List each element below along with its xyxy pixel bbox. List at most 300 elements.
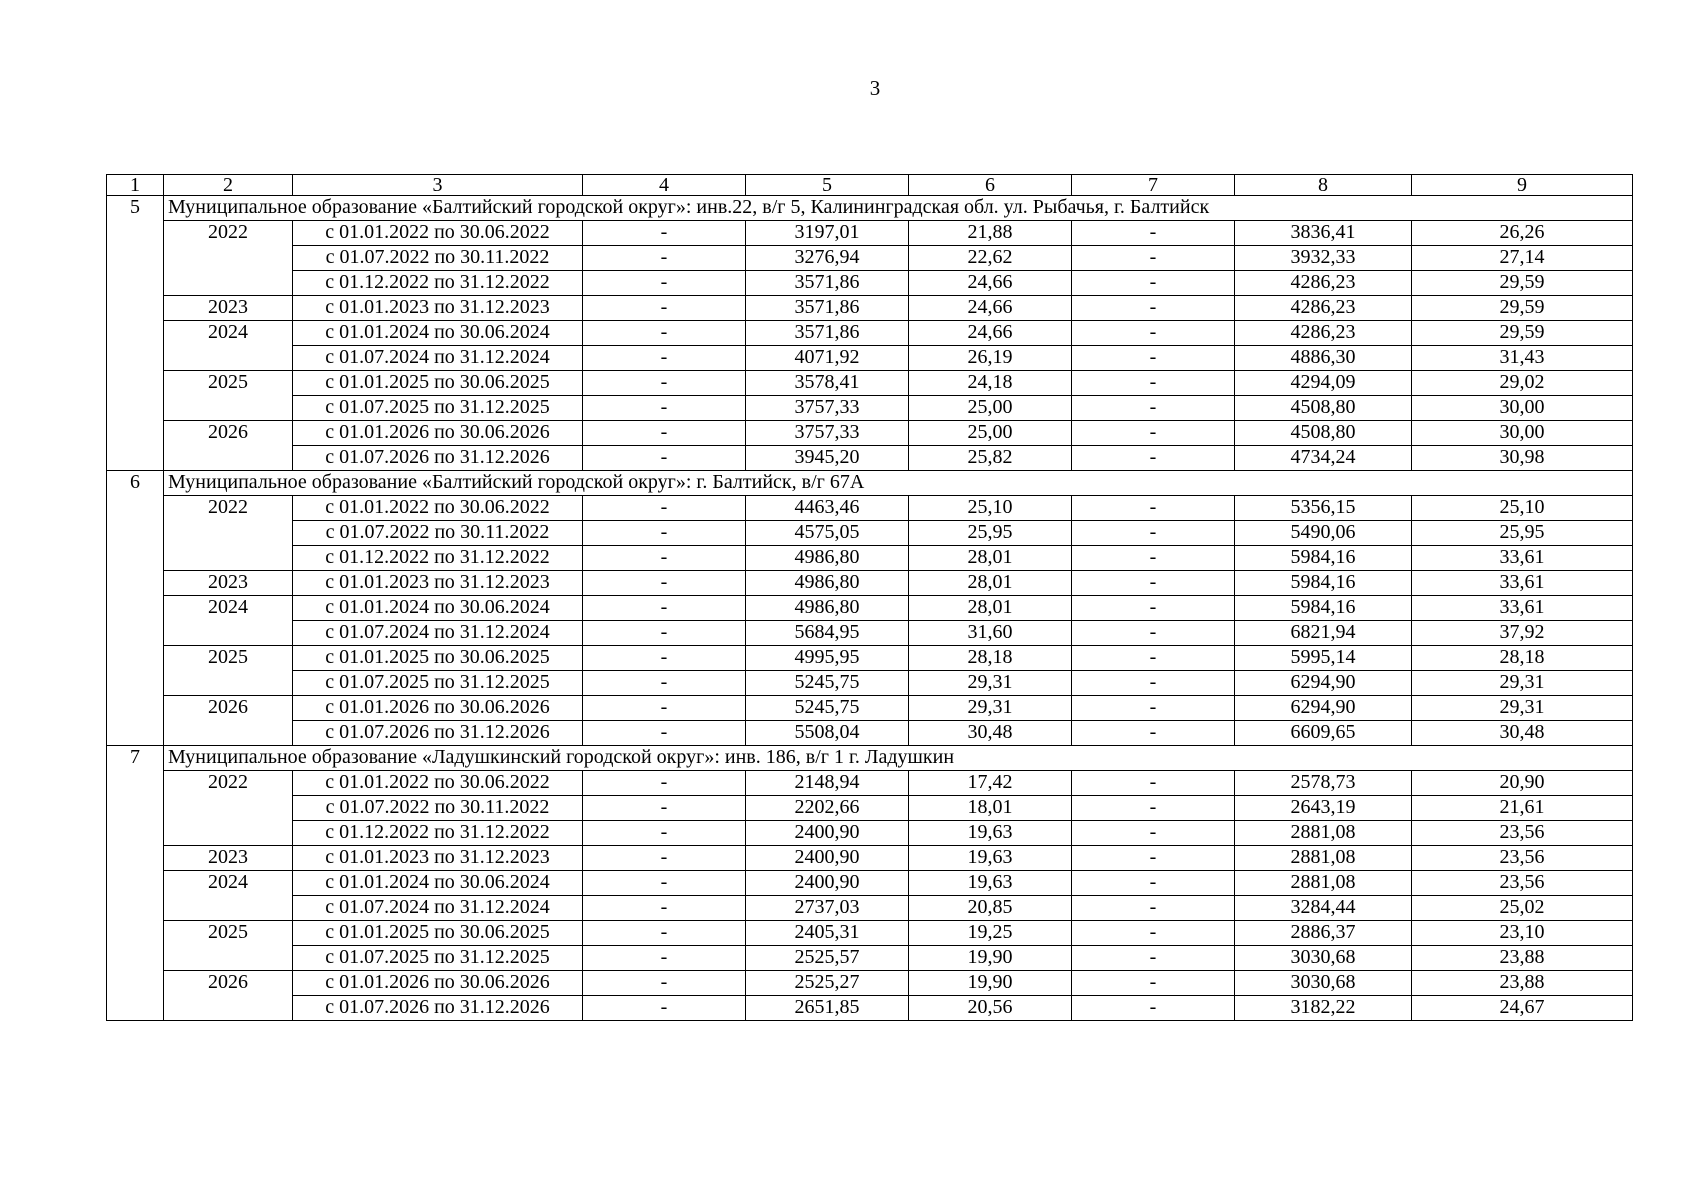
value-cell-col4: - — [583, 896, 746, 921]
period-cell: с 01.01.2022 по 30.06.2022 — [293, 771, 583, 796]
header-cell: 3 — [293, 175, 583, 196]
year-cell — [164, 721, 293, 746]
year-cell: 2026 — [164, 421, 293, 446]
value-cell-col4: - — [583, 271, 746, 296]
value-cell-col6: 26,19 — [909, 346, 1072, 371]
section-title-row — [107, 196, 1633, 221]
value-cell-col6: 24,66 — [909, 271, 1072, 296]
value-cell-col9: 26,26 — [1412, 221, 1633, 246]
value-cell-col7: - — [1072, 871, 1235, 896]
section-number-spacer — [107, 221, 164, 246]
period-cell: с 01.07.2025 по 31.12.2025 — [293, 946, 583, 971]
period-cell: с 01.12.2022 по 31.12.2022 — [293, 821, 583, 846]
table-row — [107, 621, 1633, 646]
year-cell: 2022 — [164, 771, 293, 796]
value-cell-col5: 4986,80 — [746, 596, 909, 621]
value-cell-col4: - — [583, 696, 746, 721]
table-row — [107, 221, 1633, 246]
section-title: Муниципальное образование «Ладушкинский городской округ»: инв. 186, в/г 1 г. Ладушкин — [164, 746, 1633, 771]
value-cell-col8: 3182,22 — [1235, 996, 1412, 1021]
value-cell-col4: - — [583, 771, 746, 796]
value-cell-col6: 31,60 — [909, 621, 1072, 646]
value-cell-col4: - — [583, 796, 746, 821]
period-cell: с 01.07.2026 по 31.12.2026 — [293, 446, 583, 471]
value-cell-col5: 2148,94 — [746, 771, 909, 796]
period-cell: с 01.07.2025 по 31.12.2025 — [293, 671, 583, 696]
value-cell-col5: 2405,31 — [746, 921, 909, 946]
value-cell-col7: - — [1072, 996, 1235, 1021]
value-cell-col8: 2578,73 — [1235, 771, 1412, 796]
value-cell-col5: 2651,85 — [746, 996, 909, 1021]
value-cell-col6: 28,01 — [909, 596, 1072, 621]
period-cell: с 01.01.2026 по 30.06.2026 — [293, 971, 583, 996]
value-cell-col6: 18,01 — [909, 796, 1072, 821]
value-cell-col6: 28,01 — [909, 571, 1072, 596]
value-cell-col8: 4508,80 — [1235, 421, 1412, 446]
value-cell-col6: 21,88 — [909, 221, 1072, 246]
value-cell-col5: 5245,75 — [746, 696, 909, 721]
value-cell-col9: 25,02 — [1412, 896, 1633, 921]
tariff-table — [106, 174, 1633, 1021]
value-cell-col6: 30,48 — [909, 721, 1072, 746]
section-number-spacer — [107, 771, 164, 796]
value-cell-col4: - — [583, 571, 746, 596]
value-cell-col6: 25,00 — [909, 396, 1072, 421]
section-number-spacer — [107, 846, 164, 871]
value-cell-col7: - — [1072, 646, 1235, 671]
value-cell-col6: 28,01 — [909, 546, 1072, 571]
value-cell-col6: 25,95 — [909, 521, 1072, 546]
value-cell-col5: 5508,04 — [746, 721, 909, 746]
year-cell — [164, 671, 293, 696]
year-cell — [164, 346, 293, 371]
value-cell-col8: 4286,23 — [1235, 321, 1412, 346]
section-number-spacer — [107, 396, 164, 421]
section-number-spacer — [107, 821, 164, 846]
value-cell-col6: 24,66 — [909, 296, 1072, 321]
period-cell: с 01.01.2024 по 30.06.2024 — [293, 321, 583, 346]
year-cell — [164, 996, 293, 1021]
value-cell-col4: - — [583, 996, 746, 1021]
value-cell-col9: 21,61 — [1412, 796, 1633, 821]
value-cell-col7: - — [1072, 771, 1235, 796]
value-cell-col5: 2525,57 — [746, 946, 909, 971]
value-cell-col6: 25,00 — [909, 421, 1072, 446]
year-cell: 2022 — [164, 221, 293, 246]
value-cell-col8: 3932,33 — [1235, 246, 1412, 271]
value-cell-col8: 2886,37 — [1235, 921, 1412, 946]
period-cell: с 01.07.2026 по 31.12.2026 — [293, 996, 583, 1021]
value-cell-col8: 2881,08 — [1235, 871, 1412, 896]
value-cell-col5: 4995,95 — [746, 646, 909, 671]
section-number-spacer — [107, 571, 164, 596]
period-cell: с 01.01.2025 по 30.06.2025 — [293, 646, 583, 671]
table-row — [107, 671, 1633, 696]
value-cell-col5: 4575,05 — [746, 521, 909, 546]
value-cell-col7: - — [1072, 696, 1235, 721]
period-cell: с 01.01.2026 по 30.06.2026 — [293, 696, 583, 721]
value-cell-col5: 4071,92 — [746, 346, 909, 371]
period-cell: с 01.07.2025 по 31.12.2025 — [293, 396, 583, 421]
value-cell-col7: - — [1072, 896, 1235, 921]
value-cell-col9: 37,92 — [1412, 621, 1633, 646]
header-cell: 5 — [746, 175, 909, 196]
period-cell: с 01.07.2022 по 30.11.2022 — [293, 796, 583, 821]
value-cell-col4: - — [583, 496, 746, 521]
year-cell — [164, 621, 293, 646]
value-cell-col8: 5984,16 — [1235, 596, 1412, 621]
period-cell: с 01.01.2024 по 30.06.2024 — [293, 871, 583, 896]
period-cell: с 01.07.2024 по 31.12.2024 — [293, 346, 583, 371]
header-cell: 2 — [164, 175, 293, 196]
year-cell: 2026 — [164, 696, 293, 721]
table-row — [107, 921, 1633, 946]
value-cell-col8: 4886,30 — [1235, 346, 1412, 371]
value-cell-col4: - — [583, 421, 746, 446]
table-row — [107, 996, 1633, 1021]
header-cell: 1 — [107, 175, 164, 196]
section-title: Муниципальное образование «Балтийский городской округ»: инв.22, в/г 5, Калининградская обл. ул. Рыбачья, г. Балтийск — [164, 196, 1633, 221]
table-row — [107, 846, 1633, 871]
value-cell-col5: 3757,33 — [746, 396, 909, 421]
table-row — [107, 346, 1633, 371]
value-cell-col4: - — [583, 221, 746, 246]
section-number: 7 — [107, 746, 164, 771]
section-number-spacer — [107, 546, 164, 571]
section-number-spacer — [107, 921, 164, 946]
value-cell-col8: 5984,16 — [1235, 546, 1412, 571]
tariff-table-body — [107, 175, 1633, 1021]
value-cell-col6: 24,66 — [909, 321, 1072, 346]
value-cell-col7: - — [1072, 946, 1235, 971]
value-cell-col6: 29,31 — [909, 671, 1072, 696]
table-row — [107, 821, 1633, 846]
value-cell-col8: 5356,15 — [1235, 496, 1412, 521]
value-cell-col7: - — [1072, 446, 1235, 471]
year-cell: 2025 — [164, 921, 293, 946]
section-number-spacer — [107, 321, 164, 346]
value-cell-col4: - — [583, 946, 746, 971]
table-row — [107, 421, 1633, 446]
year-cell — [164, 521, 293, 546]
value-cell-col9: 23,56 — [1412, 821, 1633, 846]
value-cell-col4: - — [583, 346, 746, 371]
value-cell-col7: - — [1072, 521, 1235, 546]
value-cell-col5: 5684,95 — [746, 621, 909, 646]
value-cell-col6: 24,18 — [909, 371, 1072, 396]
value-cell-col6: 25,10 — [909, 496, 1072, 521]
value-cell-col8: 3030,68 — [1235, 946, 1412, 971]
section-number-spacer — [107, 596, 164, 621]
value-cell-col4: - — [583, 846, 746, 871]
year-cell: 2026 — [164, 971, 293, 996]
value-cell-col9: 25,95 — [1412, 521, 1633, 546]
table-row — [107, 696, 1633, 721]
value-cell-col4: - — [583, 596, 746, 621]
period-cell: с 01.07.2024 по 31.12.2024 — [293, 621, 583, 646]
section-number-spacer — [107, 346, 164, 371]
value-cell-col7: - — [1072, 271, 1235, 296]
section-number-spacer — [107, 296, 164, 321]
section-number-spacer — [107, 496, 164, 521]
value-cell-col4: - — [583, 521, 746, 546]
value-cell-col9: 29,31 — [1412, 671, 1633, 696]
value-cell-col9: 31,43 — [1412, 346, 1633, 371]
section-number-spacer — [107, 446, 164, 471]
value-cell-col4: - — [583, 246, 746, 271]
table-row — [107, 296, 1633, 321]
table-row — [107, 271, 1633, 296]
value-cell-col8: 5984,16 — [1235, 571, 1412, 596]
value-cell-col9: 23,88 — [1412, 946, 1633, 971]
value-cell-col9: 27,14 — [1412, 246, 1633, 271]
value-cell-col7: - — [1072, 921, 1235, 946]
value-cell-col8: 6294,90 — [1235, 696, 1412, 721]
value-cell-col5: 3197,01 — [746, 221, 909, 246]
table-row — [107, 521, 1633, 546]
year-cell — [164, 896, 293, 921]
value-cell-col6: 20,85 — [909, 896, 1072, 921]
section-number-spacer — [107, 696, 164, 721]
section-number-spacer — [107, 521, 164, 546]
section-number: 5 — [107, 196, 164, 221]
section-title-row — [107, 746, 1633, 771]
value-cell-col7: - — [1072, 421, 1235, 446]
value-cell-col7: - — [1072, 821, 1235, 846]
value-cell-col7: - — [1072, 796, 1235, 821]
value-cell-col8: 4294,09 — [1235, 371, 1412, 396]
year-cell — [164, 246, 293, 271]
value-cell-col9: 29,59 — [1412, 321, 1633, 346]
header-cell: 6 — [909, 175, 1072, 196]
value-cell-col6: 22,62 — [909, 246, 1072, 271]
value-cell-col8: 3030,68 — [1235, 971, 1412, 996]
value-cell-col5: 3571,86 — [746, 271, 909, 296]
value-cell-col9: 23,88 — [1412, 971, 1633, 996]
value-cell-col8: 2881,08 — [1235, 846, 1412, 871]
value-cell-col8: 6609,65 — [1235, 721, 1412, 746]
value-cell-col7: - — [1072, 846, 1235, 871]
value-cell-col9: 23,56 — [1412, 871, 1633, 896]
section-number-spacer — [107, 371, 164, 396]
value-cell-col9: 20,90 — [1412, 771, 1633, 796]
value-cell-col5: 2737,03 — [746, 896, 909, 921]
value-cell-col7: - — [1072, 496, 1235, 521]
value-cell-col5: 4986,80 — [746, 571, 909, 596]
value-cell-col5: 5245,75 — [746, 671, 909, 696]
period-cell: с 01.01.2023 по 31.12.2023 — [293, 571, 583, 596]
section-number-spacer — [107, 796, 164, 821]
value-cell-col4: - — [583, 621, 746, 646]
value-cell-col7: - — [1072, 571, 1235, 596]
year-cell: 2023 — [164, 296, 293, 321]
year-cell — [164, 271, 293, 296]
value-cell-col8: 2643,19 — [1235, 796, 1412, 821]
table-row — [107, 721, 1633, 746]
value-cell-col8: 4286,23 — [1235, 296, 1412, 321]
table-row — [107, 796, 1633, 821]
year-cell — [164, 396, 293, 421]
table-row — [107, 871, 1633, 896]
section-number-spacer — [107, 946, 164, 971]
value-cell-col5: 3757,33 — [746, 421, 909, 446]
value-cell-col4: - — [583, 646, 746, 671]
table-row — [107, 546, 1633, 571]
value-cell-col6: 19,63 — [909, 821, 1072, 846]
period-cell: с 01.01.2026 по 30.06.2026 — [293, 421, 583, 446]
year-cell: 2024 — [164, 871, 293, 896]
value-cell-col9: 25,10 — [1412, 496, 1633, 521]
value-cell-col5: 2202,66 — [746, 796, 909, 821]
table-row — [107, 946, 1633, 971]
value-cell-col4: - — [583, 671, 746, 696]
value-cell-col4: - — [583, 971, 746, 996]
value-cell-col5: 4986,80 — [746, 546, 909, 571]
value-cell-col5: 3571,86 — [746, 321, 909, 346]
period-cell: с 01.07.2024 по 31.12.2024 — [293, 896, 583, 921]
section-number-spacer — [107, 721, 164, 746]
period-cell: с 01.01.2025 по 30.06.2025 — [293, 371, 583, 396]
year-cell: 2025 — [164, 371, 293, 396]
period-cell: с 01.12.2022 по 31.12.2022 — [293, 271, 583, 296]
section-number-spacer — [107, 896, 164, 921]
value-cell-col9: 33,61 — [1412, 596, 1633, 621]
value-cell-col4: - — [583, 296, 746, 321]
period-cell: с 01.07.2026 по 31.12.2026 — [293, 721, 583, 746]
value-cell-col8: 4734,24 — [1235, 446, 1412, 471]
value-cell-col9: 29,02 — [1412, 371, 1633, 396]
value-cell-col5: 2525,27 — [746, 971, 909, 996]
value-cell-col5: 3945,20 — [746, 446, 909, 471]
value-cell-col9: 23,56 — [1412, 846, 1633, 871]
value-cell-col4: - — [583, 871, 746, 896]
period-cell: с 01.01.2025 по 30.06.2025 — [293, 921, 583, 946]
value-cell-col4: - — [583, 446, 746, 471]
value-cell-col9: 33,61 — [1412, 546, 1633, 571]
table-row — [107, 571, 1633, 596]
value-cell-col7: - — [1072, 371, 1235, 396]
value-cell-col5: 2400,90 — [746, 871, 909, 896]
value-cell-col6: 19,63 — [909, 846, 1072, 871]
value-cell-col9: 28,18 — [1412, 646, 1633, 671]
value-cell-col7: - — [1072, 546, 1235, 571]
value-cell-col8: 5995,14 — [1235, 646, 1412, 671]
table-row — [107, 396, 1633, 421]
value-cell-col8: 3284,44 — [1235, 896, 1412, 921]
table-row — [107, 321, 1633, 346]
value-cell-col5: 3276,94 — [746, 246, 909, 271]
value-cell-col4: - — [583, 396, 746, 421]
value-cell-col7: - — [1072, 296, 1235, 321]
period-cell: с 01.12.2022 по 31.12.2022 — [293, 546, 583, 571]
value-cell-col9: 33,61 — [1412, 571, 1633, 596]
table-row — [107, 371, 1633, 396]
section-number-spacer — [107, 996, 164, 1021]
table-row — [107, 446, 1633, 471]
value-cell-col9: 24,67 — [1412, 996, 1633, 1021]
period-cell: с 01.07.2022 по 30.11.2022 — [293, 246, 583, 271]
header-row — [107, 175, 1633, 196]
header-cell: 8 — [1235, 175, 1412, 196]
value-cell-col7: - — [1072, 321, 1235, 346]
value-cell-col9: 30,00 — [1412, 396, 1633, 421]
value-cell-col8: 6294,90 — [1235, 671, 1412, 696]
year-cell — [164, 446, 293, 471]
value-cell-col6: 19,63 — [909, 871, 1072, 896]
value-cell-col7: - — [1072, 621, 1235, 646]
value-cell-col6: 19,25 — [909, 921, 1072, 946]
section-number-spacer — [107, 871, 164, 896]
value-cell-col7: - — [1072, 671, 1235, 696]
value-cell-col7: - — [1072, 596, 1235, 621]
value-cell-col7: - — [1072, 396, 1235, 421]
value-cell-col8: 2881,08 — [1235, 821, 1412, 846]
year-cell — [164, 821, 293, 846]
table-row — [107, 496, 1633, 521]
year-cell: 2024 — [164, 596, 293, 621]
value-cell-col7: - — [1072, 971, 1235, 996]
value-cell-col7: - — [1072, 346, 1235, 371]
period-cell: с 01.07.2022 по 30.11.2022 — [293, 521, 583, 546]
section-number: 6 — [107, 471, 164, 496]
year-cell: 2024 — [164, 321, 293, 346]
value-cell-col9: 30,98 — [1412, 446, 1633, 471]
section-number-spacer — [107, 646, 164, 671]
year-cell — [164, 796, 293, 821]
value-cell-col5: 4463,46 — [746, 496, 909, 521]
value-cell-col5: 2400,90 — [746, 821, 909, 846]
value-cell-col4: - — [583, 921, 746, 946]
year-cell: 2025 — [164, 646, 293, 671]
value-cell-col7: - — [1072, 246, 1235, 271]
period-cell: с 01.01.2024 по 30.06.2024 — [293, 596, 583, 621]
section-number-spacer — [107, 621, 164, 646]
table-row — [107, 896, 1633, 921]
value-cell-col8: 4508,80 — [1235, 396, 1412, 421]
value-cell-col9: 29,31 — [1412, 696, 1633, 721]
value-cell-col4: - — [583, 546, 746, 571]
value-cell-col9: 29,59 — [1412, 271, 1633, 296]
value-cell-col4: - — [583, 321, 746, 346]
value-cell-col8: 6821,94 — [1235, 621, 1412, 646]
year-cell: 2022 — [164, 496, 293, 521]
section-number-spacer — [107, 671, 164, 696]
value-cell-col5: 3571,86 — [746, 296, 909, 321]
value-cell-col8: 5490,06 — [1235, 521, 1412, 546]
value-cell-col4: - — [583, 821, 746, 846]
value-cell-col4: - — [583, 371, 746, 396]
value-cell-col6: 25,82 — [909, 446, 1072, 471]
table-row — [107, 971, 1633, 996]
value-cell-col6: 20,56 — [909, 996, 1072, 1021]
value-cell-col9: 23,10 — [1412, 921, 1633, 946]
period-cell: с 01.01.2022 по 30.06.2022 — [293, 221, 583, 246]
section-title: Муниципальное образование «Балтийский городской округ»: г. Балтийск, в/г 67А — [164, 471, 1633, 496]
value-cell-col9: 29,59 — [1412, 296, 1633, 321]
header-cell: 4 — [583, 175, 746, 196]
year-cell: 2023 — [164, 571, 293, 596]
value-cell-col7: - — [1072, 221, 1235, 246]
period-cell: с 01.01.2023 по 31.12.2023 — [293, 846, 583, 871]
value-cell-col6: 17,42 — [909, 771, 1072, 796]
year-cell — [164, 546, 293, 571]
section-number-spacer — [107, 271, 164, 296]
value-cell-col6: 19,90 — [909, 971, 1072, 996]
section-number-spacer — [107, 246, 164, 271]
table-row — [107, 246, 1633, 271]
value-cell-col6: 28,18 — [909, 646, 1072, 671]
year-cell: 2023 — [164, 846, 293, 871]
